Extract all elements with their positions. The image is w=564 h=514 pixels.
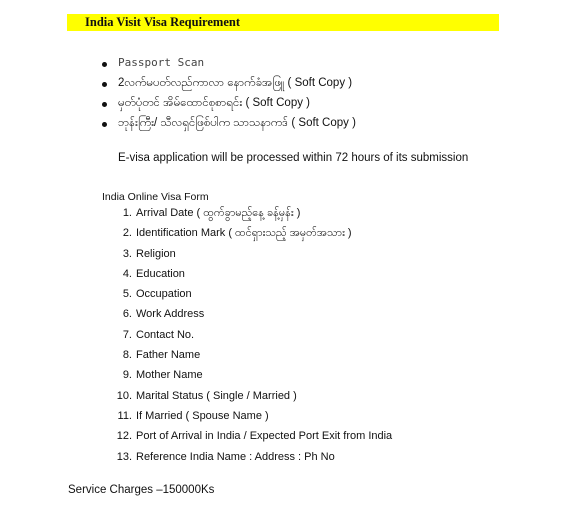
page-title: India Visit Visa Requirement (85, 15, 240, 29)
requirement-text: ဘုန်းကြီး/ သီလရှင်ဖြစ်ပါက သာသနာကဒ် ( Soft Copy ) (118, 117, 356, 129)
bullet-icon (102, 102, 107, 107)
requirement-text: Passport Scan (118, 56, 205, 69)
item-number: 11. (117, 409, 132, 422)
item-number: 1. (122, 207, 132, 219)
item-label: If Married ( Spouse Name ) (136, 409, 269, 422)
bullet-icon (102, 122, 107, 127)
item-label: Arrival Date ( ထွက်ခွာမည့်နေ့ ခန့်မှန်း ) (136, 207, 301, 219)
service-charges: Service Charges –150000Ks (68, 484, 215, 496)
item-label: Father Name (136, 349, 201, 362)
item-number: 6. (122, 308, 132, 321)
form-heading: India Online Visa Form (102, 191, 209, 203)
item-label: Mother Name (136, 369, 203, 382)
evisa-note: E-visa application will be processed within 72 hours of its submission (118, 152, 469, 164)
item-number: 3. (122, 247, 132, 260)
item-number: 4. (122, 267, 132, 280)
item-label: Marital Status ( Single / Married ) (136, 389, 297, 402)
requirement-text: မှတ်ပုံတင် အိမ်ထောင်စုစာရင်း ( Soft Copy ) (118, 97, 311, 109)
requirement-text: 2လက်မပတ်လည်ကာလာ နောက်ခံအဖြူ ( Soft Copy ) (118, 77, 353, 89)
item-label: Identification Mark ( ထင်ရှားသည့် အမှတ်အသား ) (136, 227, 352, 240)
item-label: Contact No. (136, 328, 195, 341)
item-label: Port of Arrival in India / Expected Port Exit from India (136, 430, 393, 443)
item-number: 9. (122, 369, 132, 382)
item-label: Education (136, 267, 185, 280)
item-number: 2. (122, 227, 132, 240)
bullet-icon (102, 62, 107, 67)
item-label: Religion (136, 247, 176, 260)
item-label: Occupation (136, 288, 192, 301)
item-number: 5. (122, 288, 132, 301)
item-number: 8. (122, 349, 132, 362)
item-label: Work Address (136, 308, 205, 321)
bullet-icon (102, 82, 107, 87)
item-number: 13. (116, 450, 132, 463)
item-number: 7. (122, 328, 132, 341)
title-highlight-bar (67, 14, 499, 31)
item-number: 12. (116, 430, 132, 443)
item-label: Reference India Name : Address : Ph No (136, 450, 335, 463)
item-number: 10. (116, 389, 132, 402)
